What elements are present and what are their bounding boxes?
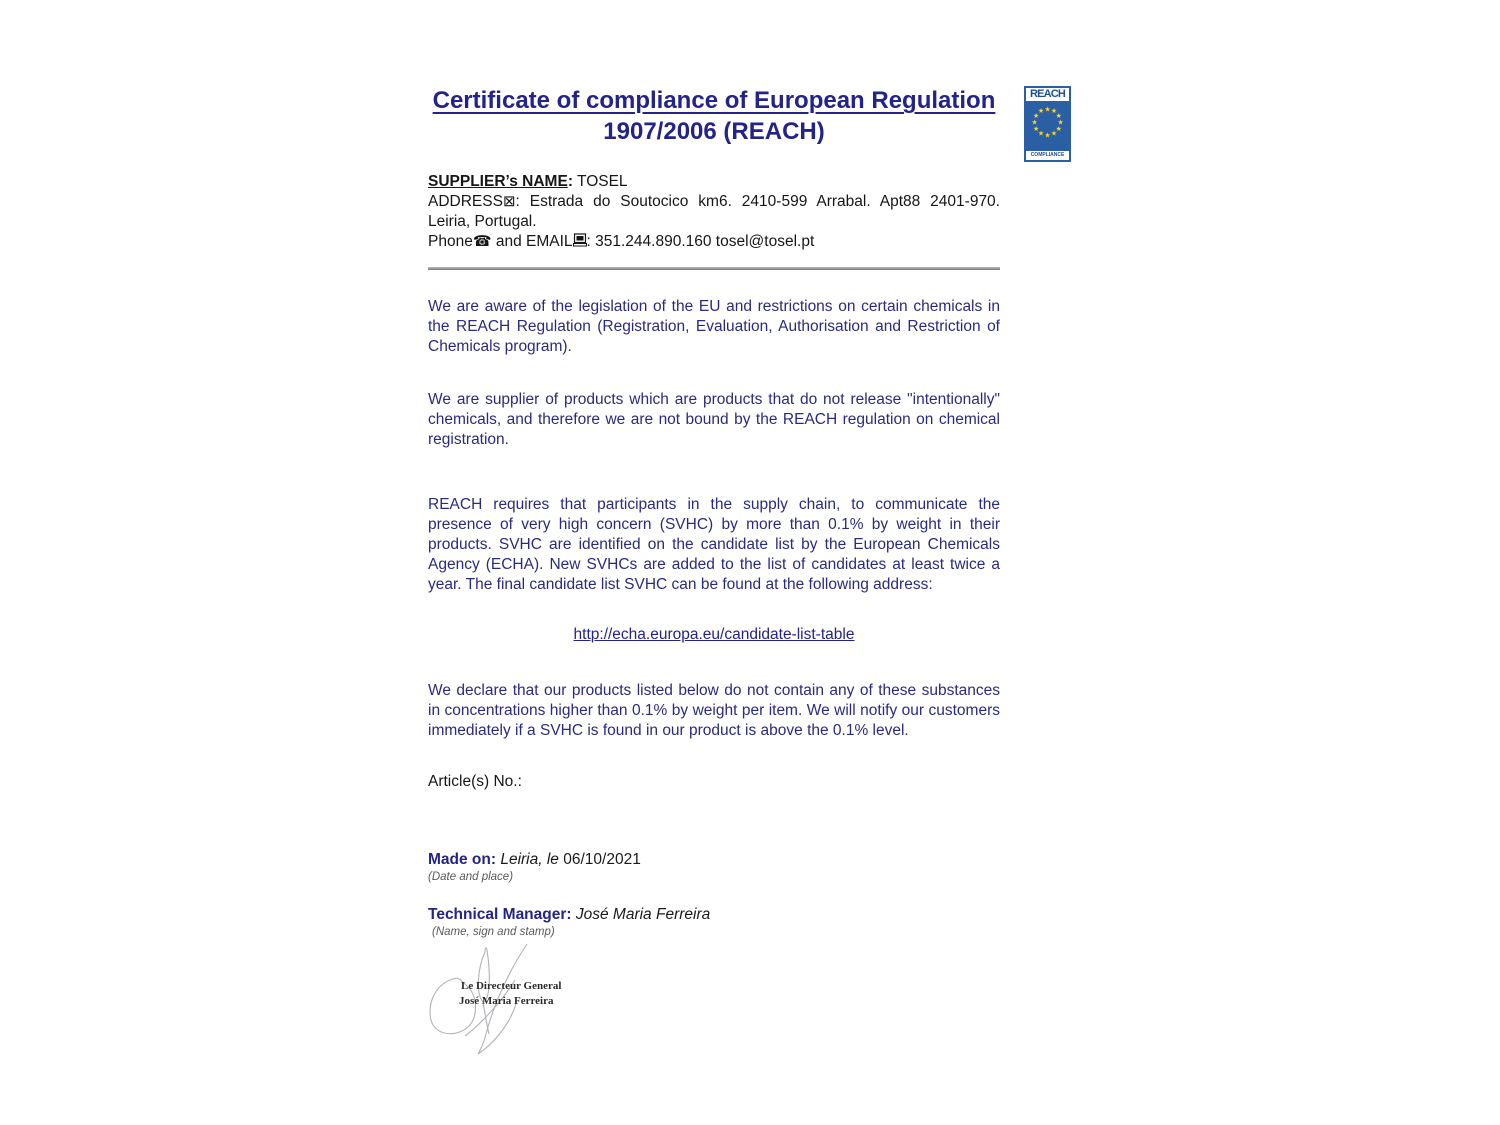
reach-logo-title: REACH [1026,88,1069,103]
supplier-name-label: SUPPLIER’s NAME [428,173,568,190]
svg-text:★: ★ [1055,124,1062,133]
paragraph-awareness: We are aware of the legislation of the EU and restrictions on certain chemicals in the REACH Regulation (Registration, Evaluation, Authorisation and Restriction of Chemicals program). [428,298,1000,355]
svg-text:★: ★ [1050,107,1058,116]
svg-text:★: ★ [1044,131,1051,140]
supplier-address-value: : Estrada do Soutocico km6. 2410-599 Arrabal. Apt88 2401-970. Leiria, Portugal. [428,193,1000,230]
made-on-block [428,850,1000,885]
paragraph-reach-requirements: REACH requires that participants in the supply chain, to communicate the presence of very high concern (SVHC) by more than 0.1% by weight in their products. SVHC are identified on the candidate list by the European Chemicals Agency (ECHA). New SVHCs are added to the list of candidates at least twice a year. The final candidate list SVHC can be found at the following address: [428,496,1000,593]
eu-stars-icon [1026,103,1069,149]
svg-text:★: ★ [1050,129,1058,138]
technical-manager-caption: (Name, sign and stamp) [432,926,555,938]
svg-text:★: ★ [1057,118,1064,127]
technical-manager-block [428,905,1000,940]
supplier-address-row [428,192,1000,232]
supplier-address-label: ADDRESS [428,193,503,210]
made-on-label: Made on: [428,851,497,868]
signature-title-text: Le Directeur General [461,980,562,992]
candidate-list-link-row [428,625,1000,645]
envelope-icon: ⊠ [502,193,516,210]
svg-text:★: ★ [1033,111,1040,120]
signature-name-text: José Maria Ferreira [459,995,554,1007]
supplier-name-colon: : [567,173,573,190]
supplier-name-row [428,172,1000,192]
document-body [428,85,1000,940]
candidate-list-link[interactable]: http://echa.europa.eu/candidate-list-table [573,626,855,643]
supplier-email-label: and EMAIL [491,233,573,250]
phone-icon: ☎ [472,233,492,250]
page-title-line2: 1907/2006 (REACH) [603,118,825,145]
svg-text:★: ★ [1055,111,1062,120]
supplier-contact-value: : 351.244.890.160 tosel@tosel.pt [586,233,815,250]
reach-logo-compliance-label: COMPLIANCE [1026,149,1069,160]
supplier-contact-row [428,232,1000,253]
paragraph-supplier-statement: We are supplier of products which are products that do not release "intentionally" chemicals, and therefore we are not bound by the REACH regulation on chemical registration. [428,391,1000,448]
supplier-phone-label: Phone [428,233,473,250]
page-title [428,85,1000,147]
technical-manager-name: José Maria Ferreira [571,906,711,923]
paragraph-declaration: We declare that our products listed below do not contain any of these substances in concentrations higher than 0.1% by weight per item. We will notify our customers immediately if a SVHC is found in our product is above the 0.1% level. [428,682,1000,739]
svg-text:★: ★ [1044,105,1051,114]
article-number-label: Article(s) No.: [428,773,522,790]
svg-text:★: ★ [1033,124,1040,133]
made-on-caption: (Date and place) [428,871,514,883]
signature-area [423,942,573,1067]
svg-text:★: ★ [1037,107,1045,116]
technical-manager-row [428,905,1000,925]
supplier-block [428,172,1000,253]
page-title-line1: Certificate of compliance of European Regulation [432,87,996,114]
svg-text:★: ★ [1037,129,1045,138]
reach-compliance-logo [1024,86,1071,162]
made-on-place: Leiria, le [496,851,564,868]
made-on-date: 06/10/2021 [563,851,641,868]
supplier-name-value: TOSEL [572,173,628,190]
technical-manager-label: Technical Manager: [428,906,572,923]
computer-icon [573,233,587,253]
horizontal-divider [428,267,1000,270]
svg-text:★: ★ [1031,118,1038,127]
made-on-row [428,850,1000,870]
